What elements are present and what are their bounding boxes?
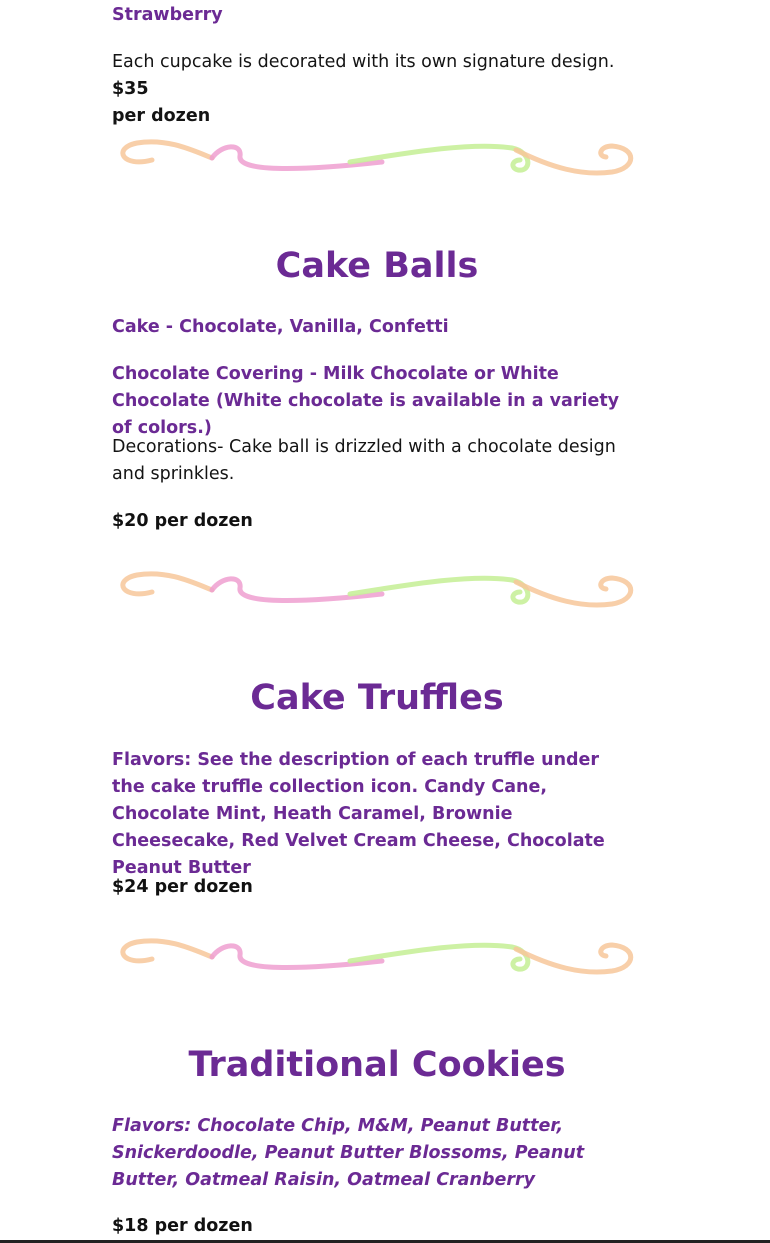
cake-balls-heading: Cake Balls	[275, 246, 479, 286]
cake-truffles-price: $24 per dozen	[112, 877, 253, 897]
cupcake-price-rest: per dozen	[112, 106, 211, 126]
cake-truffles-heading: Cake Truffles	[250, 678, 504, 718]
swirl-divider	[112, 570, 634, 610]
cake-truffles-flavors: Flavors: See the description of each truffle under the cake truffle collection icon. Candy Cane, Chocolate Mint, Heath Caramel, Brownie Cheesecake, Red Velvet Cream Cheese, Chocolate Peanut Butter	[112, 750, 605, 878]
swirl-divider	[112, 138, 634, 178]
cake-balls-covering: Chocolate Covering - Milk Chocolate or White Chocolate (White chocolate is available in a variety of colors.)	[112, 364, 620, 438]
swirl-divider	[112, 937, 634, 977]
cake-balls-flavors: Cake - Chocolate, Vanilla, Confetti	[112, 317, 449, 337]
traditional-cookies-price: $18 per dozen	[112, 1216, 253, 1236]
traditional-cookies-flavors: Flavors: Chocolate Chip, M&M, Peanut Butter, Snickerdoodle, Peanut Butter Blossoms, Peanut Butter, Oatmeal Raisin, Oatmeal Cranberry	[112, 1116, 585, 1190]
cupcake-price-inline: $35	[112, 79, 149, 99]
cupcake-description-text: Each cupcake is decorated with its own signature design.	[112, 52, 615, 72]
traditional-cookies-heading: Traditional Cookies	[188, 1045, 566, 1085]
cake-balls-decorations: Decorations- Cake ball is drizzled with a chocolate design and sprinkles.	[112, 437, 616, 484]
cupcake-flavor-tail: Strawberry	[112, 5, 223, 25]
cupcake-description	[112, 49, 642, 130]
cake-balls-price: $20 per dozen	[112, 511, 253, 531]
